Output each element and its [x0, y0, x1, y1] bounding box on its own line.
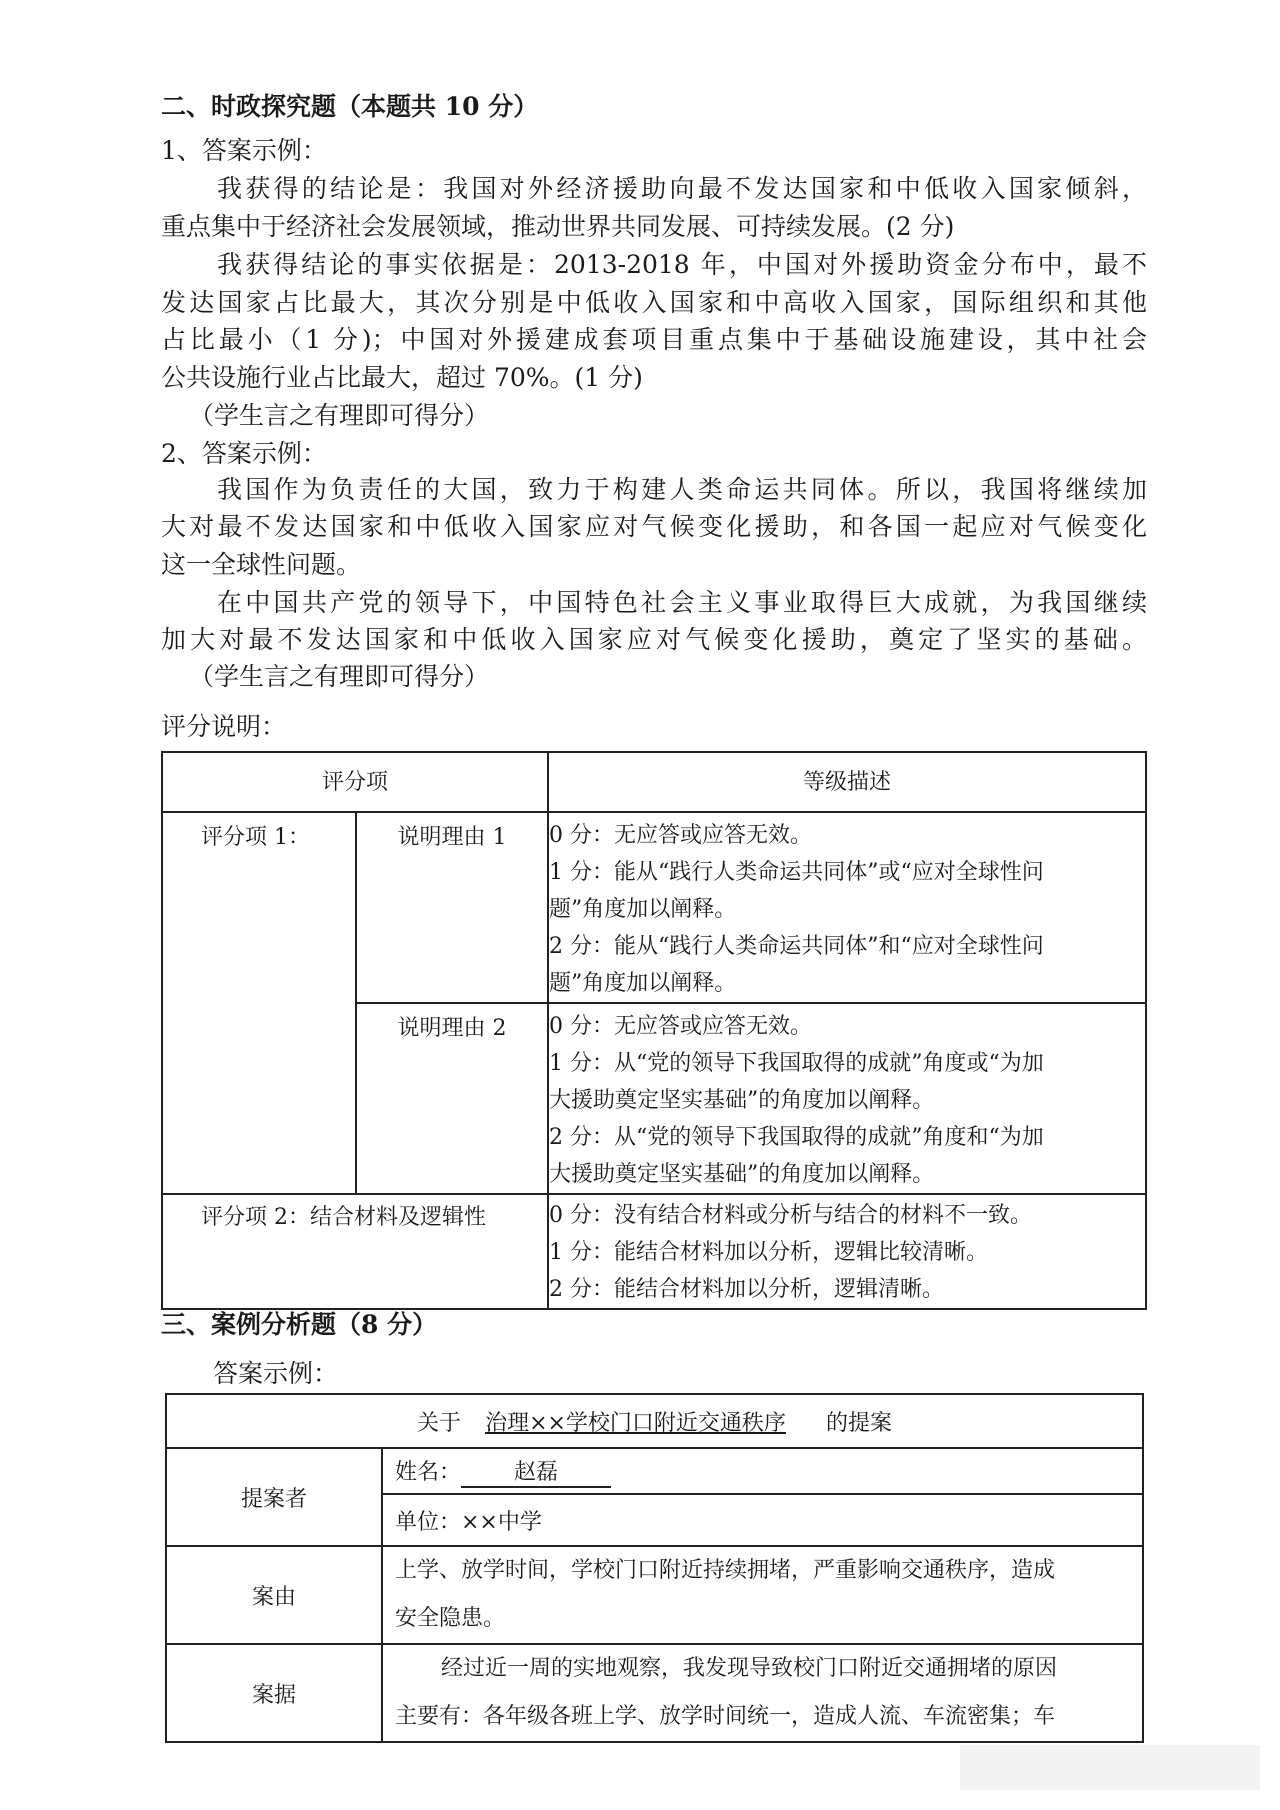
reason-content [382, 1546, 1143, 1644]
q2-line: 加大对最不发达国家和中低收入国家应对气候变化援助，奠定了坚实的基础。 [161, 625, 1147, 654]
name-field [382, 1448, 1143, 1494]
desc-line: 1 分：能从“践行人类命运共同体”或“应对全球性问 [549, 860, 1044, 885]
desc-line: 2 分：从“党的领导下我国取得的成就”角度和“为加 [549, 1125, 1044, 1150]
q1-line: 重点集中于经济社会发展领域，推动世界共同发展、可持续发展。(2 分) [161, 212, 955, 241]
q1-line: 我获得的结论是：我国对外经济援助向最不发达国家和中低收入国家倾斜， [217, 174, 1147, 203]
rubric-label: 评分说明： [161, 712, 287, 741]
rubric-item2: 评分项 2：结合材料及逻辑性 [162, 1194, 548, 1309]
name-value: 赵磊 [461, 1455, 611, 1488]
proposal-title [166, 1394, 1143, 1448]
q1-line: 公共设施行业占比最大，超过 70%。(1 分) [161, 363, 643, 392]
item2-desc [548, 1194, 1146, 1309]
desc-line: 1 分：从“党的领导下我国取得的成就”角度或“为加 [549, 1051, 1044, 1076]
title-suffix: 的提案 [825, 1410, 892, 1436]
reason1-desc [548, 812, 1146, 1003]
basis-content [382, 1644, 1143, 1742]
q1-line: 占比最小（1 分)；中国对外援建成套项目重点集中于基础设施建设，其中社会 [161, 325, 1147, 354]
q1-label: 1、答案示例： [161, 136, 327, 165]
title-topic: 治理××学校门口附近交通秩序 [485, 1410, 786, 1436]
section2-heading: 二、时政探究题（本题共 10 分） [161, 92, 539, 121]
title-prefix: 关于 [417, 1410, 462, 1436]
q2-label: 2、答案示例： [161, 439, 327, 468]
rubric-table [161, 751, 1147, 1310]
q1-line: 发达国家占比最大，其次分别是中低收入国家和中高收入国家，国际组织和其他 [161, 288, 1147, 317]
desc-line: 大援助奠定坚实基础”的角度加以阐释。 [549, 1088, 935, 1113]
header-item: 评分项 [162, 752, 548, 812]
basis-line: 经过近一周的实地观察，我发现导致校门口附近交通拥堵的原因 [441, 1656, 1058, 1681]
example-label: 答案示例： [213, 1359, 339, 1388]
name-label: 姓名： [395, 1459, 462, 1485]
desc-line: 1 分：能结合材料加以分析，逻辑比较清晰。 [549, 1240, 988, 1265]
q1-line: 我获得结论的事实依据是：2013-2018 年，中国对外援助资金分布中，最不 [217, 250, 1147, 279]
basis-label: 案据 [166, 1644, 382, 1742]
desc-line: 0 分：无应答或应答无效。 [549, 823, 812, 848]
header-desc: 等级描述 [548, 752, 1146, 812]
rubric-item1: 评分项 1： [162, 812, 356, 1194]
q1-note: （学生言之有理即可得分） [189, 401, 490, 430]
desc-line: 题”角度加以阐释。 [549, 971, 737, 996]
desc-line: 2 分：能从“践行人类命运共同体”和“应对全球性问 [549, 934, 1044, 959]
q2-line: 我国作为负责任的大国，致力于构建人类命运共同体。所以，我国将继续加 [217, 475, 1147, 504]
watermark-blur [960, 1745, 1260, 1790]
desc-line: 2 分：能结合材料加以分析，逻辑清晰。 [549, 1277, 944, 1302]
proposer-label: 提案者 [166, 1448, 382, 1546]
desc-line: 大援助奠定坚实基础”的角度加以阐释。 [549, 1162, 935, 1187]
q2-line: 在中国共产党的领导下，中国特色社会主义事业取得巨大成就，为我国继续 [217, 588, 1147, 617]
desc-line: 0 分：无应答或应答无效。 [549, 1014, 812, 1039]
proposal-table [165, 1393, 1144, 1743]
basis-line: 主要有：各年级各班上学、放学时间统一，造成人流、车流密集；车 [395, 1704, 1056, 1729]
unit-field: 单位：××中学 [382, 1494, 1143, 1546]
q2-line: 大对最不发达国家和中低收入国家应对气候变化援助，和各国一起应对气候变化 [161, 512, 1147, 541]
reason-label: 案由 [166, 1546, 382, 1644]
desc-line: 题”角度加以阐释。 [549, 897, 737, 922]
desc-line: 0 分：没有结合材料或分析与结合的材料不一致。 [549, 1203, 1032, 1228]
rubric-reason2: 说明理由 2 [356, 1003, 548, 1194]
reason-line: 安全隐患。 [395, 1606, 506, 1631]
rubric-reason1: 说明理由 1 [356, 812, 548, 1003]
q2-line: 这一全球性问题。 [161, 550, 362, 579]
section3-heading: 三、案例分析题（8 分） [161, 1310, 438, 1339]
reason-line: 上学、放学时间，学校门口附近持续拥堵，严重影响交通秩序，造成 [395, 1558, 1056, 1583]
reason2-desc [548, 1003, 1146, 1194]
q2-note: （学生言之有理即可得分） [189, 662, 490, 691]
